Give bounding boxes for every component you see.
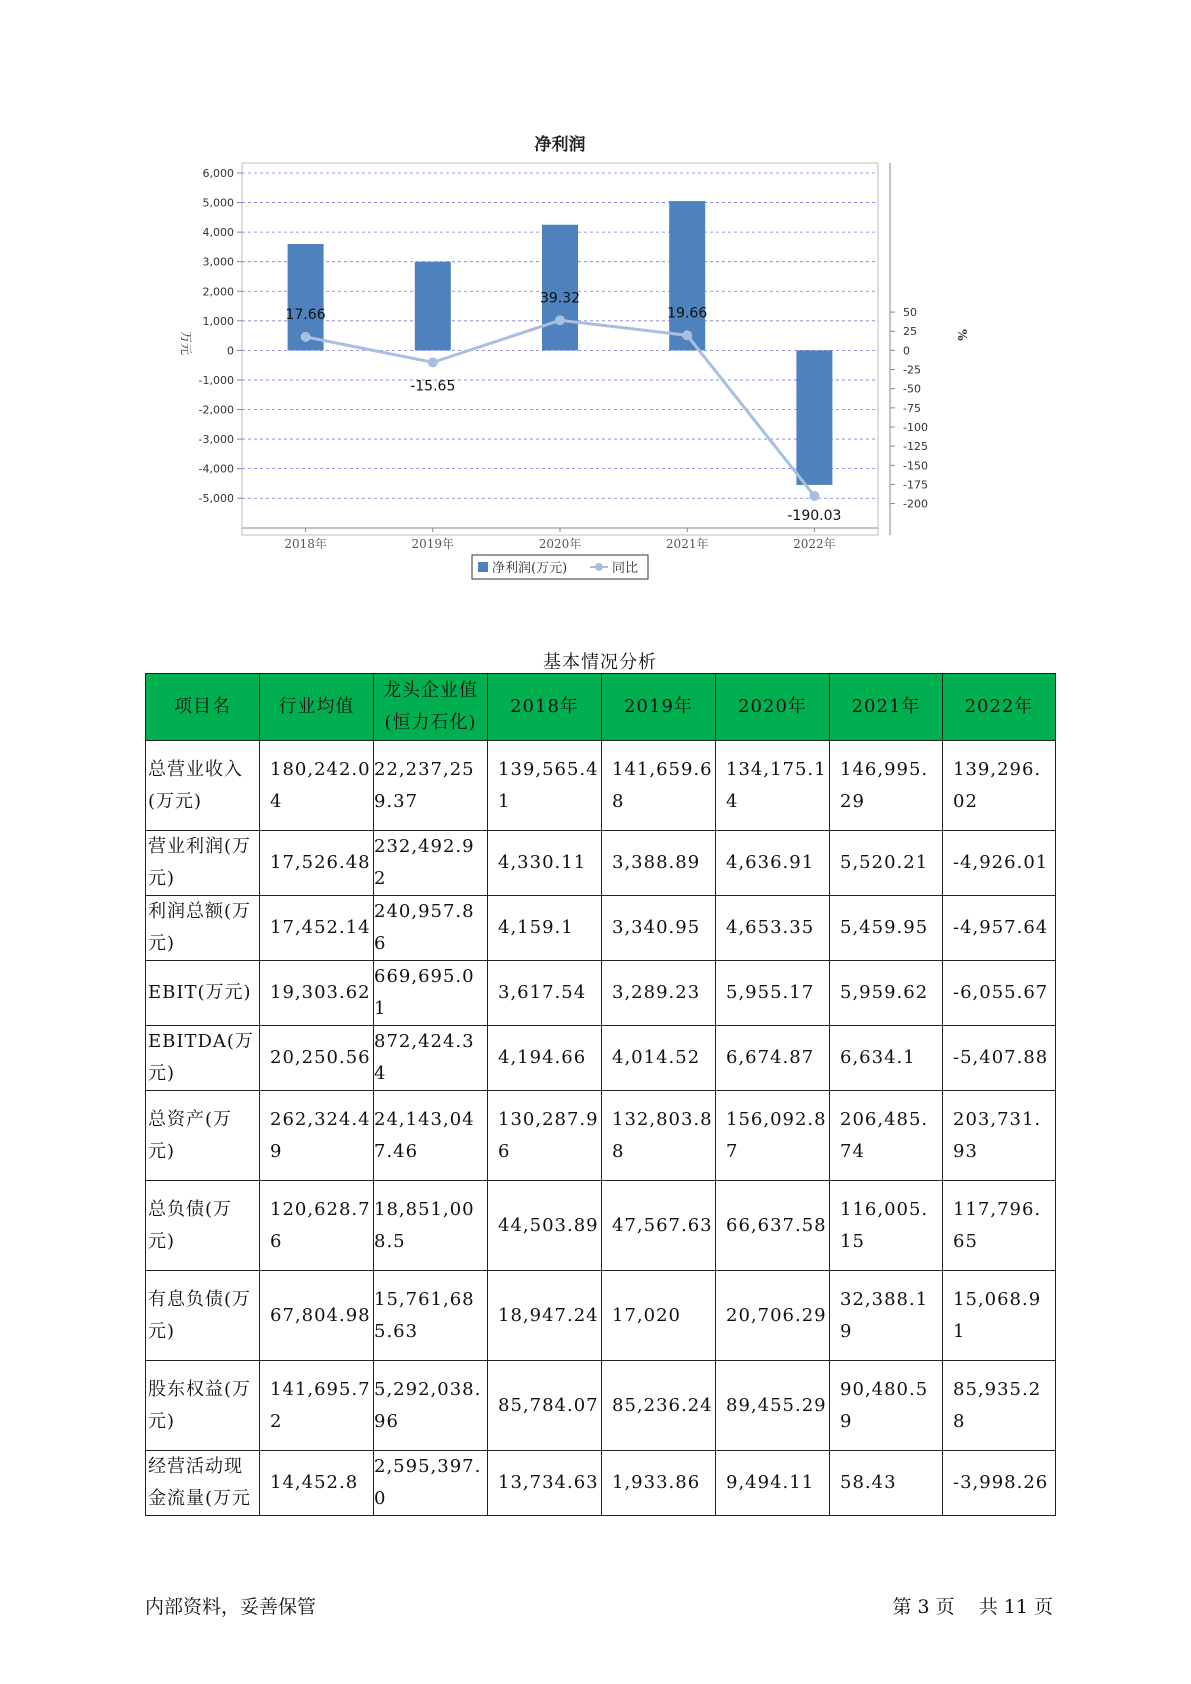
x-tick-label: 2022年	[793, 537, 836, 551]
bar	[667, 201, 708, 350]
right-tick-label: -50	[903, 382, 921, 396]
row-label: 利润总额(万元)	[146, 896, 260, 961]
row-label: EBITDA(万元)	[146, 1026, 260, 1091]
bar	[796, 350, 832, 485]
legend-line-dot	[595, 563, 603, 571]
right-tick-label: -25	[903, 363, 921, 377]
table-cell: -4,926.01	[943, 831, 1056, 896]
table-cell: -6,055.67	[943, 961, 1056, 1026]
table-cell: 116,005.15	[830, 1181, 943, 1271]
right-axis-label: %	[955, 329, 969, 341]
row-label: EBIT(万元)	[146, 961, 260, 1026]
table-cell: 134,175.14	[716, 741, 830, 831]
right-tick-label: -100	[903, 420, 928, 434]
table-cell: 4,014.52	[602, 1026, 716, 1091]
page-mid: 页	[935, 1596, 955, 1618]
table-cell: 47,567.63	[602, 1181, 716, 1271]
table-cell: 15,761,685.63	[374, 1271, 488, 1361]
header-item-name: 项目名	[146, 674, 260, 741]
left-tick-label: 2,000	[202, 285, 234, 299]
table-cell: 3,289.23	[602, 961, 716, 1026]
header-2022: 2022年	[943, 674, 1056, 741]
row-label: 总营业收入(万元)	[146, 741, 260, 831]
table-cell: 14,452.8	[260, 1451, 374, 1516]
table-row	[146, 1091, 1056, 1181]
table-cell: 669,695.01	[374, 961, 488, 1026]
x-tick-label: 2019年	[411, 537, 455, 551]
table-cell: 17,452.14	[260, 896, 374, 961]
table-cell: 6,634.1	[830, 1026, 943, 1091]
left-tick-label: -5,000	[198, 492, 234, 506]
bar	[415, 262, 451, 351]
table-cell: 180,242.04	[260, 741, 374, 831]
table-row	[146, 1026, 1056, 1091]
table-cell: 6,674.87	[716, 1026, 830, 1091]
total-suffix: 页	[1033, 1596, 1053, 1618]
table-cell: -3,998.26	[943, 1451, 1056, 1516]
table-title: 基本情况分析	[543, 652, 657, 673]
table-cell: 58.43	[830, 1451, 943, 1516]
table-header-row	[146, 674, 1056, 741]
right-tick-label: 0	[903, 344, 910, 358]
row-label: 营业利润(万元)	[146, 831, 260, 896]
right-tick-label: -125	[903, 440, 928, 454]
table-cell: 90,480.59	[830, 1361, 943, 1451]
table-row	[146, 1451, 1056, 1516]
yoy-data-label: -190.03	[787, 507, 842, 524]
left-tick-label: -1,000	[198, 373, 234, 387]
table-row	[146, 1361, 1056, 1451]
table-cell: 9,494.11	[716, 1451, 830, 1516]
table-cell: 4,330.11	[488, 831, 602, 896]
table-cell: 20,250.56	[260, 1026, 374, 1091]
table-cell: 240,957.86	[374, 896, 488, 961]
yoy-data-label: -15.65	[410, 378, 456, 395]
table-cell: 24,143,047.46	[374, 1091, 488, 1181]
table-cell: 5,959.62	[830, 961, 943, 1026]
table-row	[146, 831, 1056, 896]
table-cell: 132,803.88	[602, 1091, 716, 1181]
right-tick-label: -75	[903, 401, 921, 415]
table-cell: 206,485.74	[830, 1091, 943, 1181]
legend-bar-swatch	[478, 562, 488, 572]
x-tick-label: 2021年	[665, 537, 709, 551]
table-row	[146, 741, 1056, 831]
chart-title: 净利润	[534, 135, 586, 155]
row-label: 总负债(万元)	[146, 1181, 260, 1271]
basic-analysis-table	[145, 673, 1056, 1516]
table-row	[146, 961, 1056, 1026]
table-cell: 5,459.95	[830, 896, 943, 961]
table-cell: 67,804.98	[260, 1271, 374, 1361]
right-tick-label: -150	[903, 459, 928, 473]
right-tick-label: -175	[903, 478, 928, 492]
table-cell: 156,092.87	[716, 1091, 830, 1181]
table-cell: 17,020	[602, 1271, 716, 1361]
table-cell: 139,296.02	[943, 741, 1056, 831]
table-cell: 18,947.24	[488, 1271, 602, 1361]
table-cell: 20,706.29	[716, 1271, 830, 1361]
left-tick-label: 4,000	[202, 226, 234, 240]
table-row	[146, 896, 1056, 961]
table-cell: 262,324.49	[260, 1091, 374, 1181]
table-row	[146, 1271, 1056, 1361]
table-cell: 4,636.91	[716, 831, 830, 896]
left-tick-label: 0	[227, 344, 234, 358]
table-cell: 141,659.68	[602, 741, 716, 831]
footer-confidential: 内部资料，妥善保管	[145, 1596, 317, 1618]
x-tick-label: 2020年	[538, 537, 582, 551]
table-cell: 120,628.76	[260, 1181, 374, 1271]
legend-line-label: 同比	[612, 561, 639, 576]
x-tick-label: 2018年	[284, 537, 327, 551]
yoy-point	[301, 332, 311, 342]
table-cell: 5,955.17	[716, 961, 830, 1026]
table-cell: 1,933.86	[602, 1451, 716, 1516]
yoy-point	[555, 315, 565, 325]
right-tick-label: 25	[903, 325, 917, 339]
right-tick-label: -200	[903, 497, 928, 511]
left-tick-label: 6,000	[202, 167, 234, 180]
net-profit-chart	[160, 135, 1060, 605]
table-cell: -5,407.88	[943, 1026, 1056, 1091]
left-tick-label: -3,000	[198, 433, 234, 447]
table-cell: 141,695.72	[260, 1361, 374, 1451]
table-cell: 117,796.65	[943, 1181, 1056, 1271]
table-cell: 4,159.1	[488, 896, 602, 961]
table-cell: 32,388.19	[830, 1271, 943, 1361]
table-cell: 17,526.48	[260, 831, 374, 896]
left-tick-label: 3,000	[202, 255, 234, 269]
table-cell: 3,340.95	[602, 896, 716, 961]
table-cell: 5,520.21	[830, 831, 943, 896]
table-cell: 19,303.62	[260, 961, 374, 1026]
header-2019: 2019年	[602, 674, 716, 741]
table-cell: 4,194.66	[488, 1026, 602, 1091]
header-leader-value: 龙头企业值(恒力石化)	[374, 674, 488, 741]
table-cell: 85,935.28	[943, 1361, 1056, 1451]
table-cell: 13,734.63	[488, 1451, 602, 1516]
page-prefix: 第	[892, 1596, 912, 1618]
header-2021: 2021年	[830, 674, 943, 741]
table-cell: 2,595,397.0	[374, 1451, 488, 1516]
header-2020: 2020年	[716, 674, 830, 741]
table-cell: 4,653.35	[716, 896, 830, 961]
table-cell: 85,784.07	[488, 1361, 602, 1451]
table-cell: 872,424.34	[374, 1026, 488, 1091]
table-cell: 3,388.89	[602, 831, 716, 896]
table-cell: -4,957.64	[943, 896, 1056, 961]
header-2018: 2018年	[488, 674, 602, 741]
total-prefix: 共	[978, 1596, 998, 1618]
table-cell: 18,851,008.5	[374, 1181, 488, 1271]
table-cell: 89,455.29	[716, 1361, 830, 1451]
page-num: 3	[917, 1596, 930, 1618]
table-cell: 3,617.54	[488, 961, 602, 1026]
table-cell: 85,236.24	[602, 1361, 716, 1451]
left-tick-label: -2,000	[198, 403, 234, 417]
yoy-data-label: 19.66	[667, 305, 708, 322]
row-label: 有息负债(万元)	[146, 1271, 260, 1361]
yoy-data-label: 39.32	[539, 290, 581, 307]
left-tick-label: -4,000	[198, 462, 234, 476]
total-pages: 11	[1003, 1596, 1028, 1618]
table-cell: 66,637.58	[716, 1181, 830, 1271]
table-cell: 203,731.93	[943, 1091, 1056, 1181]
row-label: 经营活动现金流量(万元	[146, 1451, 260, 1516]
table-cell: 232,492.92	[374, 831, 488, 896]
table-cell: 146,995.29	[830, 741, 943, 831]
left-tick-label: 5,000	[202, 196, 234, 210]
table-row	[146, 1181, 1056, 1271]
table-cell: 5,292,038.96	[374, 1361, 488, 1451]
row-label: 总资产(万元)	[146, 1091, 260, 1181]
header-industry-avg: 行业均值	[260, 674, 374, 741]
left-tick-label: 1,000	[202, 314, 234, 328]
yoy-point	[428, 357, 438, 367]
right-tick-label: 50	[903, 306, 917, 320]
bar	[539, 225, 581, 351]
table-cell: 15,068.91	[943, 1271, 1056, 1361]
legend-bar-label: 净利润(万元)	[492, 561, 568, 576]
left-axis-label: 万元	[179, 330, 193, 356]
row-label: 股东权益(万元)	[146, 1361, 260, 1451]
table-cell: 22,237,259.37	[374, 741, 488, 831]
table-cell: 139,565.41	[488, 741, 602, 831]
yoy-point	[809, 491, 819, 501]
table-cell: 130,287.96	[488, 1091, 602, 1181]
table-cell: 44,503.89	[488, 1181, 602, 1271]
footer-page-number	[890, 1592, 1056, 1619]
yoy-data-label: 17.66	[285, 306, 326, 323]
yoy-point	[682, 330, 692, 340]
